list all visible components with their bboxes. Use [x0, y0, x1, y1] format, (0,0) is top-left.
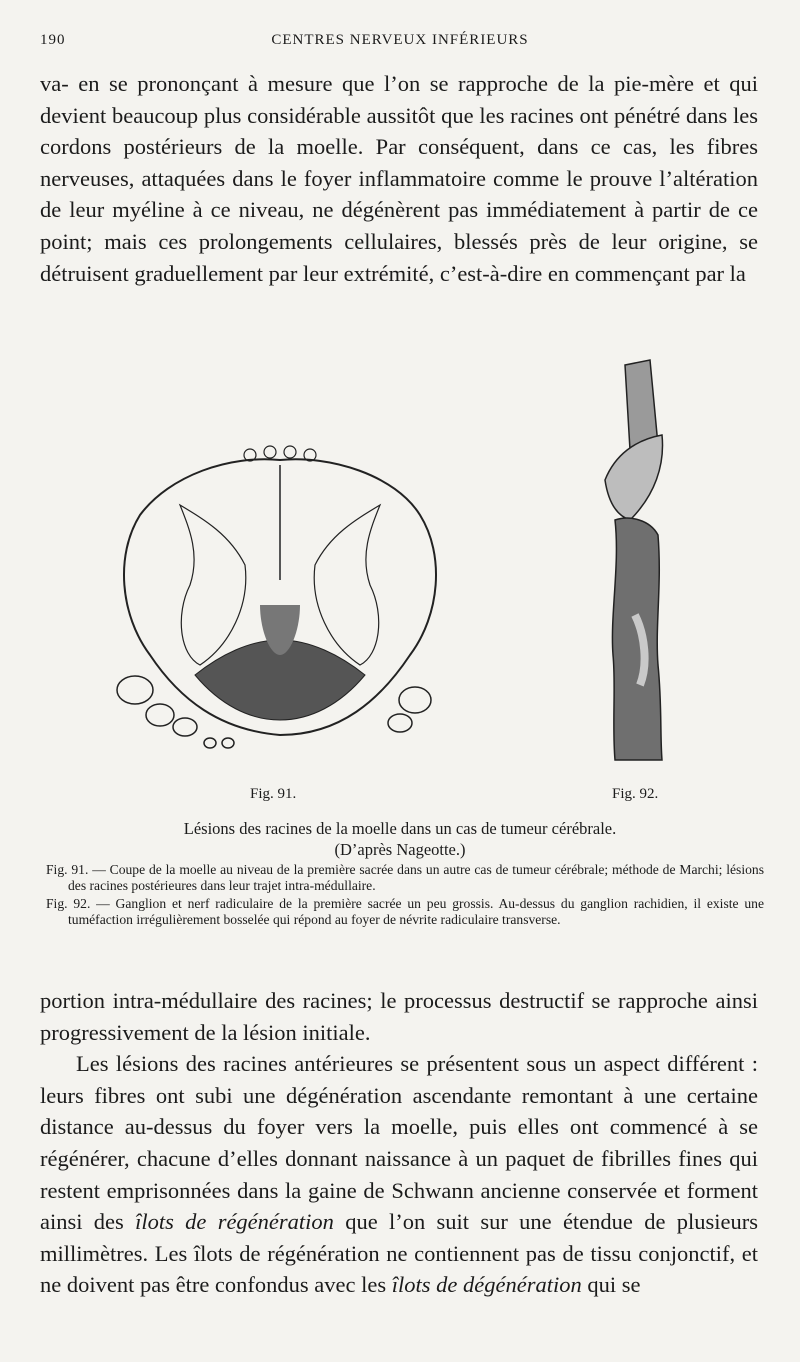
top-paragraph-block: [40, 68, 758, 289]
caption-line-2: (D’après Nageotte.): [334, 840, 466, 859]
figure-legends: [46, 862, 764, 930]
p2-italic-regeneration: îlots de régénération: [135, 1209, 334, 1235]
p2-text-b: que l’on suit sur une étendue de plusieurs millimètres. Les îlots de régénération ne contiennent pas de tissu conjonctif, et ne doivent pas être confondus avec les: [40, 1209, 758, 1298]
page-number: 190: [40, 32, 66, 48]
caption-line-1: Lésions des racines de la moelle dans un cas de tumeur cérébrale.: [183, 819, 617, 838]
figures-illustration: [110, 355, 690, 795]
ganglion-nerve-figure: [605, 360, 663, 760]
fig92-label: Fig. 92.: [612, 786, 659, 802]
figure-caption: [40, 818, 760, 860]
spinal-cord-section-figure: [117, 446, 436, 748]
fig91-legend: Fig. 91. — Coupe de la moelle au niveau de la première sacrée dans un autre cas de tumeur cérébrale; méthode de Marchi; lésions des racines postérieures dans leur trajet intra-médullaire.: [46, 862, 764, 894]
page-header: [40, 32, 760, 56]
bottom-paragraph-2: [40, 1048, 758, 1301]
p2-text-c: qui se: [581, 1272, 641, 1298]
top-paragraph: va- en se prononçant à mesure que l’on se rapproche de la pie-mère et qui devient beaucoup plus considérable aussitôt que les racines ont pénétré dans les cordons postérieurs de la moelle. Par conséquent, dans ce cas, les fibres nerveuses, attaquées dans le foyer inflammatoire comme le prouve l’altération de leur myéline à ce niveau, ne dégénèrent pas immédiatement à partir de ce point; mais ces prolongements cellulaires, blessés près de leur origine, se détruisent graduellement par leur extrémité, c’est-à-dire en commençant par la: [40, 71, 758, 286]
bottom-text-block: [40, 985, 758, 1301]
fig92-legend: Fig. 92. — Ganglion et nerf radiculaire de la première sacrée un peu grossis. Au-dessus du ganglion rachidien, il existe une tuméfaction irrégulièrement bosselée qui répond au foyer de névrite radiculaire transverse.: [46, 895, 764, 928]
fig91-label: Fig. 91.: [250, 786, 297, 802]
running-title: CENTRES NERVEUX INFÉRIEURS: [271, 32, 529, 48]
p2-text-a: Les lésions des racines antérieures se présentent sous un aspect différent : leurs fibres ont subi une dégénération ascendante remontant à une certaine distance au-dessus du foyer vers la moelle, puis elles ont commencé à se régénérer, chacune d’elles donnant naissance à un paquet de fibrilles fines qui restent emprisonnées dans la gaine de Schwann ancienne conservée et forment ainsi des: [40, 1051, 758, 1235]
bottom-paragraph-1: portion intra-médullaire des racines; le processus destructif se rapproche ainsi progressivement de la lésion initiale.: [40, 988, 758, 1045]
p2-italic-degeneration: îlots de dégénération: [391, 1272, 582, 1298]
